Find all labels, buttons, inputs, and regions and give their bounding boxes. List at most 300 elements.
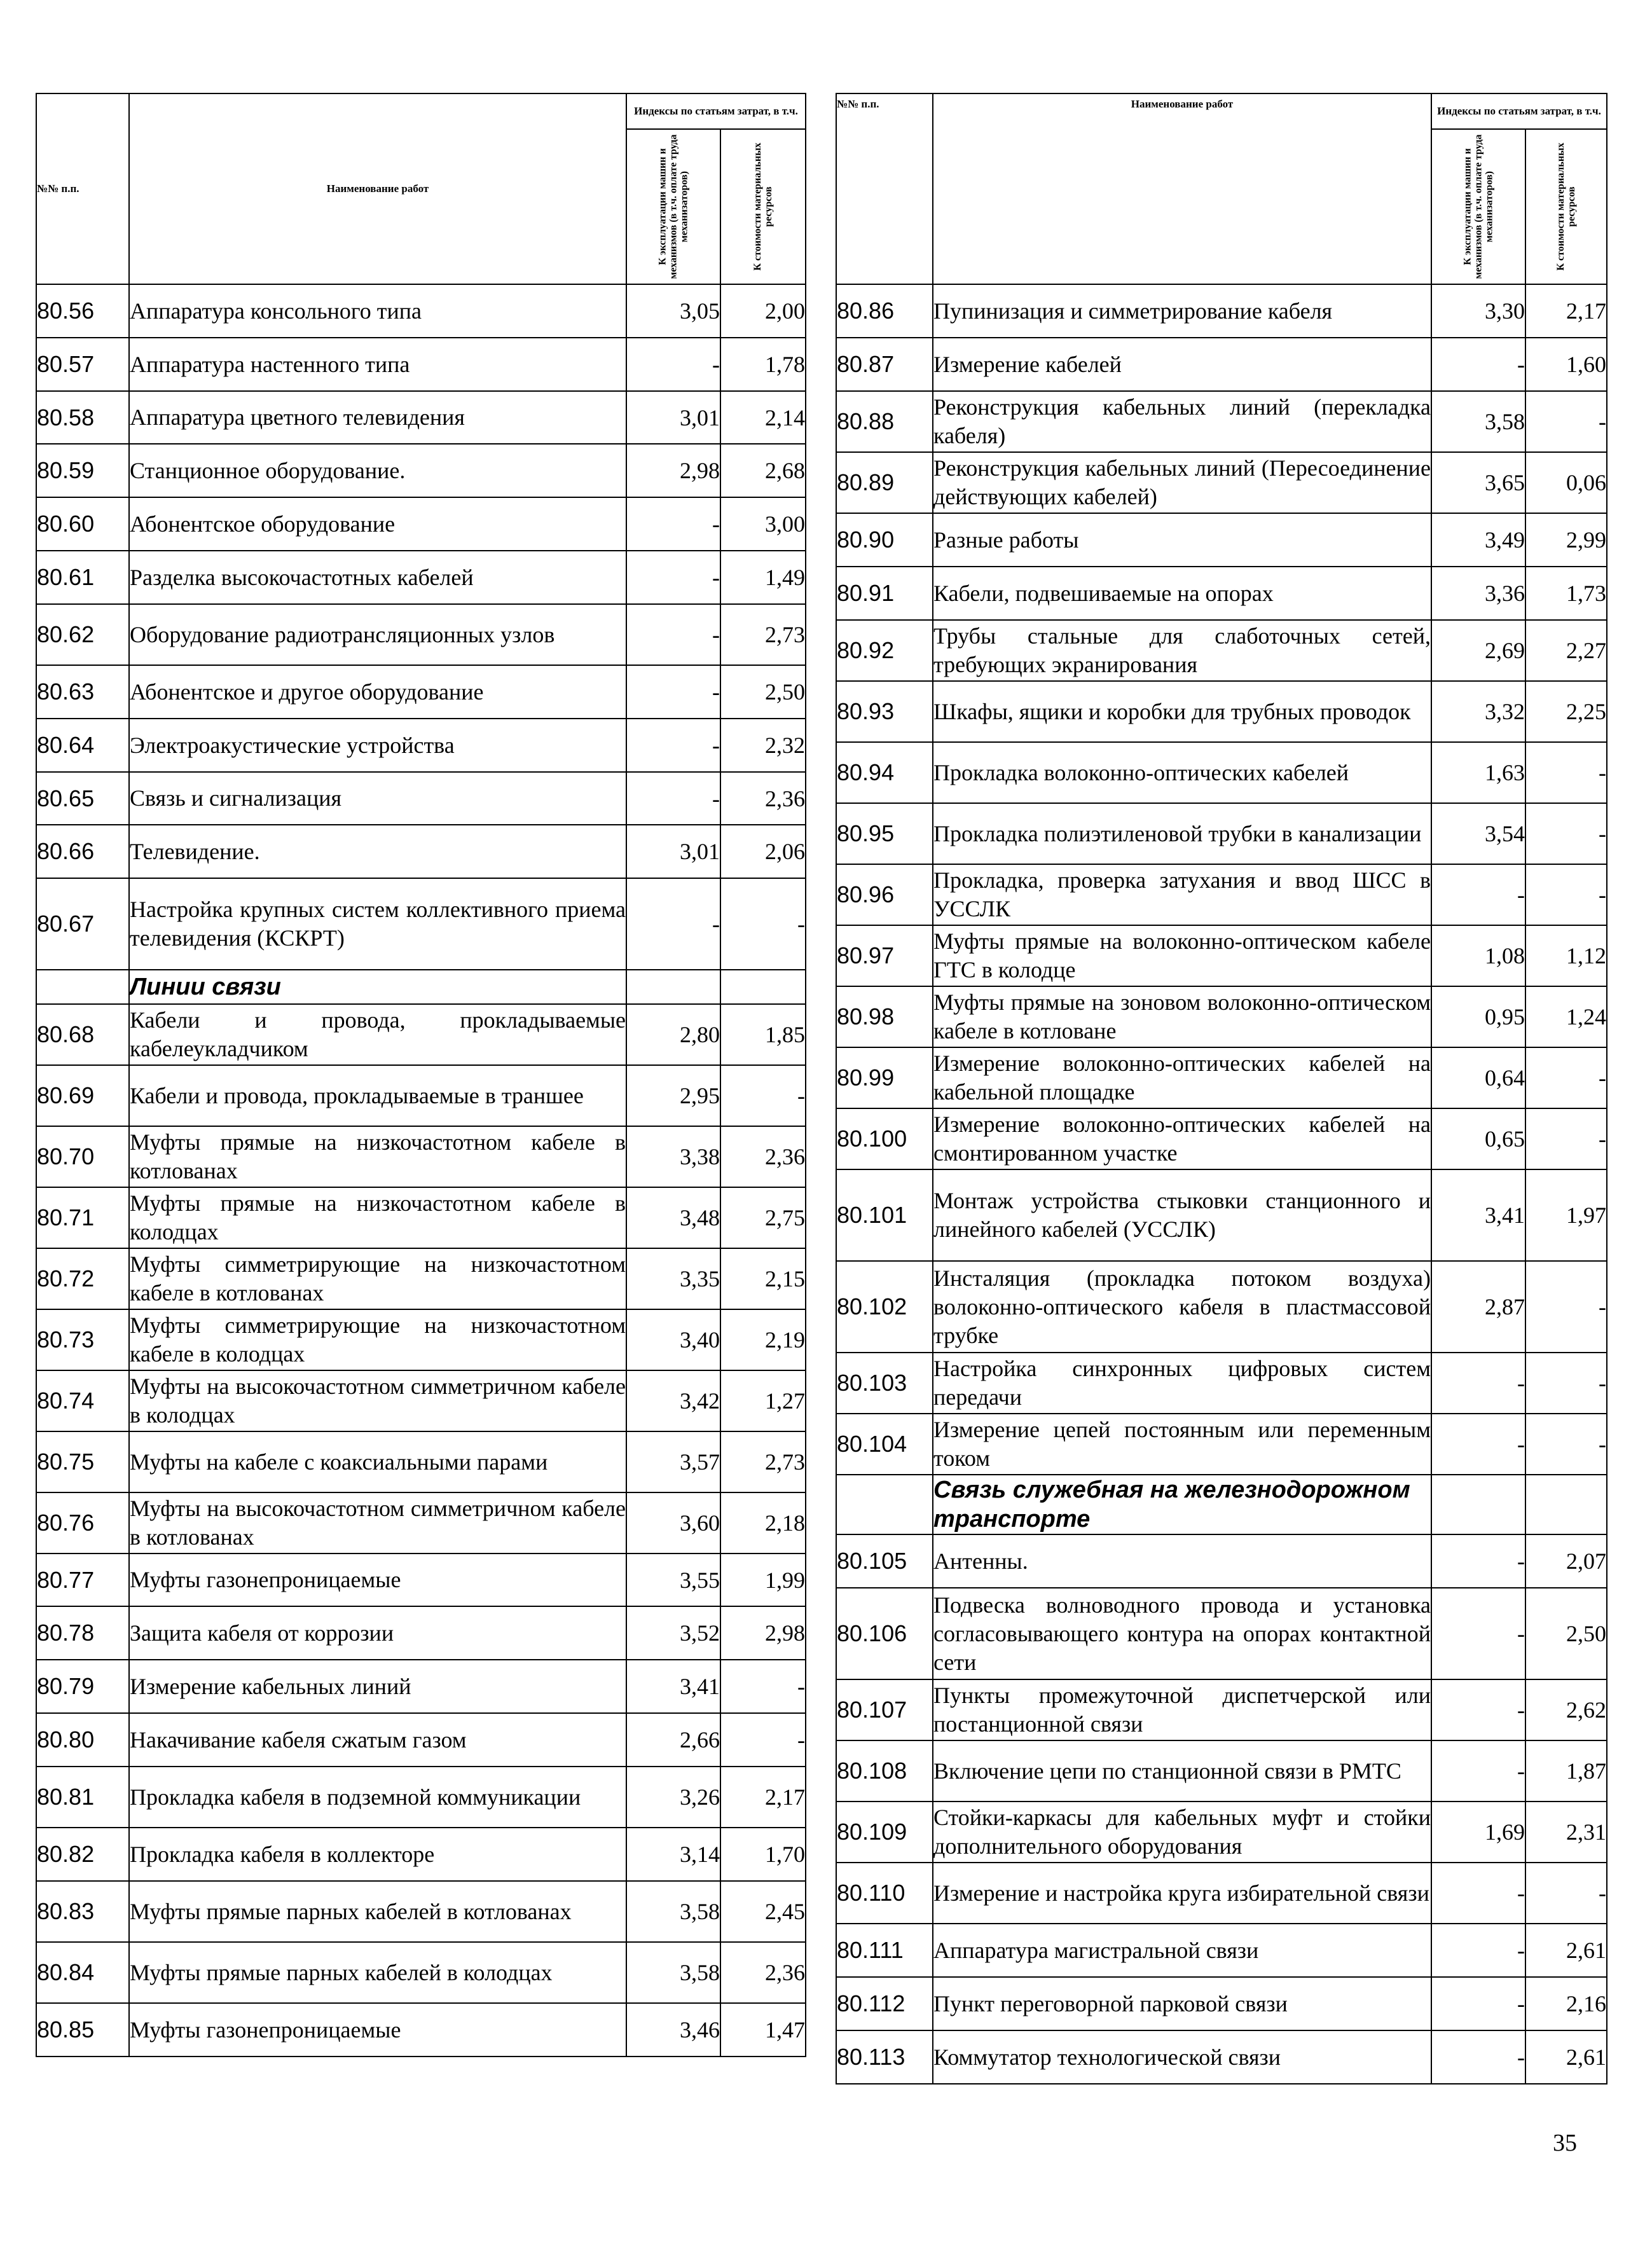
work-name: Трубы стальные для слаботочных сетей, требующих экранирования — [933, 620, 1431, 681]
empty-cell — [1431, 1475, 1525, 1534]
work-name: Аппаратура настенного типа — [129, 338, 626, 391]
work-name: Измерение кабельных линий — [129, 1660, 626, 1713]
section-row — [836, 1475, 1607, 1534]
row-number: 80.113 — [836, 2030, 933, 2084]
table-row — [836, 1977, 1607, 2030]
table-row — [36, 338, 806, 391]
work-name: Пункты промежуточной диспетчерской или постанционной связи — [933, 1679, 1431, 1740]
index-machines: - — [1431, 1588, 1525, 1679]
row-number: 80.60 — [36, 497, 129, 551]
index-materials: 2,73 — [720, 1431, 806, 1492]
index-materials: - — [1525, 803, 1607, 864]
work-name: Настройка крупных систем коллективного приема телевидения (КСКРТ) — [129, 878, 626, 970]
index-machines: 3,58 — [626, 1942, 720, 2003]
table-row — [36, 1606, 806, 1660]
work-name: Монтаж устройства стыковки станционного и линейного кабелей (УССЛК) — [933, 1169, 1431, 1261]
row-number: 80.93 — [836, 681, 933, 742]
work-name: Муфты симметрирующие на низкочастотном кабеле в колодцах — [129, 1309, 626, 1370]
work-name: Абонентское оборудование — [129, 497, 626, 551]
table-row — [36, 1065, 806, 1126]
table-row — [36, 284, 806, 338]
index-materials: 2,14 — [720, 391, 806, 444]
left-table — [36, 93, 806, 2057]
row-number: 80.59 — [36, 444, 129, 497]
index-machines: 2,66 — [626, 1713, 720, 1767]
index-materials: - — [1525, 391, 1607, 452]
work-name: Муфты газонепроницаемые — [129, 1554, 626, 1606]
work-name: Измерение волоконно-оптических кабелей на смонтированном участке — [933, 1108, 1431, 1169]
row-number: 80.81 — [36, 1767, 129, 1828]
index-machines: - — [1431, 338, 1525, 391]
work-name: Муфты прямые на низкочастотном кабеле в котлованах — [129, 1126, 626, 1187]
work-name: Оборудование радиотрансляционных узлов — [129, 604, 626, 665]
index-machines: 3,60 — [626, 1492, 720, 1554]
right-table — [836, 93, 1607, 2084]
row-number: 80.67 — [36, 878, 129, 970]
index-materials: 2,17 — [720, 1767, 806, 1828]
work-name: Прокладка, проверка затухания и ввод ШСС в УССЛК — [933, 864, 1431, 925]
table-row — [36, 1492, 806, 1554]
table-row — [836, 284, 1607, 338]
table-row — [836, 1740, 1607, 1802]
index-machines: 0,65 — [1431, 1108, 1525, 1169]
table-row — [36, 1713, 806, 1767]
index-machines: - — [1431, 2030, 1525, 2084]
row-number: 80.111 — [836, 1924, 933, 1977]
index-machines: 3,01 — [626, 391, 720, 444]
work-name: Аппаратура консольного типа — [129, 284, 626, 338]
table-row — [836, 986, 1607, 1047]
table-row — [836, 620, 1607, 681]
header-materials: К стоимости материальных ресурсов — [720, 129, 806, 284]
row-number: 80.106 — [836, 1588, 933, 1679]
index-machines: - — [626, 338, 720, 391]
work-name: Кабели и провода, прокладываемые в траншее — [129, 1065, 626, 1126]
index-materials: 3,00 — [720, 497, 806, 551]
work-name: Муфты прямые на волоконно-оптическом кабеле ГТС в колодце — [933, 925, 1431, 986]
index-machines: 2,87 — [1431, 1261, 1525, 1353]
work-name: Реконструкция кабельных линий (Пересоединение действующих кабелей) — [933, 452, 1431, 513]
index-materials: 2,07 — [1525, 1534, 1607, 1588]
row-number: 80.94 — [836, 742, 933, 803]
work-name: Муфты симметрирующие на низкочастотном кабеле в котлованах — [129, 1248, 626, 1309]
empty-cell — [720, 970, 806, 1004]
table-row — [36, 719, 806, 772]
table-row — [836, 1863, 1607, 1924]
index-materials: 2,36 — [720, 772, 806, 825]
index-machines: 3,58 — [1431, 391, 1525, 452]
index-machines: - — [1431, 1679, 1525, 1740]
table-row — [36, 1248, 806, 1309]
index-machines: 2,69 — [1431, 620, 1525, 681]
section-num-cell — [836, 1475, 933, 1534]
work-name: Прокладка полиэтиленовой трубки в канализации — [933, 803, 1431, 864]
work-name: Антенны. — [933, 1534, 1431, 1588]
index-machines: 2,95 — [626, 1065, 720, 1126]
work-name: Накачивание кабеля сжатым газом — [129, 1713, 626, 1767]
index-machines: - — [1431, 1977, 1525, 2030]
index-materials: 1,73 — [1525, 567, 1607, 620]
index-machines: 3,54 — [1431, 803, 1525, 864]
row-number: 80.73 — [36, 1309, 129, 1370]
index-machines: - — [626, 665, 720, 719]
table-row — [836, 803, 1607, 864]
work-name: Прокладка кабеля в коллекторе — [129, 1828, 626, 1881]
table-row — [36, 1431, 806, 1492]
work-name: Муфты прямые на зоновом волоконно-оптическом кабеле в котловане — [933, 986, 1431, 1047]
work-name: Электроакустические устройства — [129, 719, 626, 772]
index-machines: 3,01 — [626, 825, 720, 878]
table-row — [36, 391, 806, 444]
row-number: 80.78 — [36, 1606, 129, 1660]
work-name: Измерение и настройка круга избирательной связи — [933, 1863, 1431, 1924]
row-number: 80.69 — [36, 1065, 129, 1126]
table-row — [36, 1881, 806, 1942]
index-materials: 2,98 — [720, 1606, 806, 1660]
index-machines: - — [1431, 1740, 1525, 1802]
work-name: Шкафы, ящики и коробки для трубных проводок — [933, 681, 1431, 742]
table-row — [36, 1309, 806, 1370]
index-materials: - — [1525, 1353, 1607, 1414]
work-name: Связь и сигнализация — [129, 772, 626, 825]
table-row — [836, 1047, 1607, 1108]
index-materials: 1,47 — [720, 2003, 806, 2057]
row-number: 80.64 — [36, 719, 129, 772]
work-name: Кабели, подвешиваемые на опорах — [933, 567, 1431, 620]
index-machines: 3,49 — [1431, 513, 1525, 567]
index-machines: - — [1431, 1534, 1525, 1588]
row-number: 80.86 — [836, 284, 933, 338]
index-materials: 2,36 — [720, 1126, 806, 1187]
table-row — [36, 1126, 806, 1187]
table-row — [36, 1004, 806, 1065]
index-machines: 3,36 — [1431, 567, 1525, 620]
index-machines: 3,30 — [1431, 284, 1525, 338]
index-materials: 1,24 — [1525, 986, 1607, 1047]
row-number: 80.65 — [36, 772, 129, 825]
row-number: 80.82 — [36, 1828, 129, 1881]
table-row — [836, 513, 1607, 567]
index-materials: - — [720, 1065, 806, 1126]
table-row — [836, 567, 1607, 620]
table-row — [36, 878, 806, 970]
index-materials: 2,19 — [720, 1309, 806, 1370]
row-number: 80.96 — [836, 864, 933, 925]
table-row — [36, 1554, 806, 1606]
index-materials: 2,68 — [720, 444, 806, 497]
work-name: Аппаратура цветного телевидения — [129, 391, 626, 444]
row-number: 80.98 — [836, 986, 933, 1047]
index-machines: - — [626, 497, 720, 551]
header-index-group: Индексы по статьям затрат, в т.ч. — [626, 93, 806, 129]
index-materials: - — [720, 1660, 806, 1713]
index-materials: 2,31 — [1525, 1802, 1607, 1863]
index-materials: 1,99 — [720, 1554, 806, 1606]
table-row — [36, 1187, 806, 1248]
index-machines: - — [1431, 1924, 1525, 1977]
work-name: Муфты на кабеле с коаксиальными парами — [129, 1431, 626, 1492]
work-name: Измерение волоконно-оптических кабелей на кабельной площадке — [933, 1047, 1431, 1108]
index-materials: 2,32 — [720, 719, 806, 772]
row-number: 80.104 — [836, 1414, 933, 1475]
index-machines: 3,41 — [626, 1660, 720, 1713]
table-row — [36, 497, 806, 551]
table-row — [836, 2030, 1607, 2084]
table-row — [836, 1261, 1607, 1353]
index-materials: 2,17 — [1525, 284, 1607, 338]
table-row — [36, 1942, 806, 2003]
header-machines: К эксплуатации машин и механизмов (в т.ч. оплате труда механизаторов) — [1431, 129, 1525, 284]
index-materials: 2,18 — [720, 1492, 806, 1554]
work-name: Аппаратура магистральной связи — [933, 1924, 1431, 1977]
work-name: Пункт переговорной парковой связи — [933, 1977, 1431, 2030]
table-row — [836, 1353, 1607, 1414]
table-row — [836, 452, 1607, 513]
table-row — [836, 681, 1607, 742]
row-number: 80.103 — [836, 1353, 933, 1414]
index-materials: 2,00 — [720, 284, 806, 338]
table-row — [36, 665, 806, 719]
table-row — [836, 1169, 1607, 1261]
row-number: 80.71 — [36, 1187, 129, 1248]
empty-cell — [1525, 1475, 1607, 1534]
index-materials: - — [1525, 1414, 1607, 1475]
work-name: Муфты на высокочастотном симметричном кабеле в колодцах — [129, 1370, 626, 1431]
index-machines: 3,32 — [1431, 681, 1525, 742]
table-row — [36, 1370, 806, 1431]
index-machines: 3,58 — [626, 1881, 720, 1942]
work-name: Муфты на высокочастотном симметричном кабеле в котлованах — [129, 1492, 626, 1554]
work-name: Телевидение. — [129, 825, 626, 878]
work-name: Стойки-каркасы для кабельных муфт и стойки дополнительного оборудования — [933, 1802, 1431, 1863]
index-materials: - — [1525, 742, 1607, 803]
section-num-cell — [36, 970, 129, 1004]
row-number: 80.74 — [36, 1370, 129, 1431]
work-name: Разделка высокочастотных кабелей — [129, 551, 626, 604]
header-num: №№ п.п. — [36, 93, 129, 284]
index-materials: 1,12 — [1525, 925, 1607, 986]
table-row — [36, 772, 806, 825]
index-machines: 2,98 — [626, 444, 720, 497]
index-machines: - — [626, 719, 720, 772]
work-name: Реконструкция кабельных линий (перекладка кабеля) — [933, 391, 1431, 452]
row-number: 80.61 — [36, 551, 129, 604]
work-name: Станционное оборудование. — [129, 444, 626, 497]
header-machines: К эксплуатации машин и механизмов (в т.ч. оплате труда механизаторов) — [626, 129, 720, 284]
index-machines: 1,08 — [1431, 925, 1525, 986]
table-row — [836, 338, 1607, 391]
index-materials: 2,16 — [1525, 1977, 1607, 2030]
index-materials: 2,25 — [1525, 681, 1607, 742]
table-row — [36, 1767, 806, 1828]
index-materials: 2,73 — [720, 604, 806, 665]
index-materials: 1,97 — [1525, 1169, 1607, 1261]
work-name: Защита кабеля от коррозии — [129, 1606, 626, 1660]
work-name: Муфты прямые парных кабелей в котлованах — [129, 1881, 626, 1942]
row-number: 80.56 — [36, 284, 129, 338]
index-materials: 2,75 — [720, 1187, 806, 1248]
row-number: 80.91 — [836, 567, 933, 620]
table-row — [836, 864, 1607, 925]
row-number: 80.109 — [836, 1802, 933, 1863]
index-materials: 2,62 — [1525, 1679, 1607, 1740]
index-materials: - — [720, 878, 806, 970]
table-row — [36, 825, 806, 878]
index-materials: - — [720, 1713, 806, 1767]
index-materials: 2,99 — [1525, 513, 1607, 567]
table-row — [836, 391, 1607, 452]
row-number: 80.58 — [36, 391, 129, 444]
index-materials: 2,36 — [720, 1942, 806, 2003]
index-machines: - — [626, 772, 720, 825]
empty-cell — [626, 970, 720, 1004]
table-row — [836, 742, 1607, 803]
row-number: 80.87 — [836, 338, 933, 391]
work-name: Абонентское и другое оборудование — [129, 665, 626, 719]
row-number: 80.105 — [836, 1534, 933, 1588]
index-machines: 3,42 — [626, 1370, 720, 1431]
header-name: Наименование работ — [129, 93, 626, 284]
row-number: 80.97 — [836, 925, 933, 986]
index-materials: - — [1525, 1261, 1607, 1353]
index-materials: 2,61 — [1525, 2030, 1607, 2084]
index-machines: - — [1431, 864, 1525, 925]
page-number: 35 — [1553, 2130, 1577, 2156]
index-materials: - — [1525, 1108, 1607, 1169]
row-number: 80.107 — [836, 1679, 933, 1740]
work-name: Инсталяция (прокладка потоком воздуха) волоконно-оптического кабеля в пластмассовой трубке — [933, 1261, 1431, 1353]
index-machines: 3,26 — [626, 1767, 720, 1828]
row-number: 80.62 — [36, 604, 129, 665]
index-materials: 2,50 — [720, 665, 806, 719]
work-name: Кабели и провода, прокладываемые кабелеукладчиком — [129, 1004, 626, 1065]
index-materials: 2,61 — [1525, 1924, 1607, 1977]
index-machines: 3,65 — [1431, 452, 1525, 513]
table-row — [836, 1679, 1607, 1740]
work-name: Муфты прямые парных кабелей в колодцах — [129, 1942, 626, 2003]
row-number: 80.66 — [36, 825, 129, 878]
row-number: 80.84 — [36, 1942, 129, 2003]
work-name: Муфты прямые на низкочастотном кабеле в колодцах — [129, 1187, 626, 1248]
index-materials: 1,78 — [720, 338, 806, 391]
index-machines: 3,35 — [626, 1248, 720, 1309]
index-machines: 3,14 — [626, 1828, 720, 1881]
work-name: Подвеска волноводного провода и установка согласовывающего контура на опорах контактной сети — [933, 1588, 1431, 1679]
index-materials: 2,15 — [720, 1248, 806, 1309]
table-row — [836, 1108, 1607, 1169]
row-number: 80.79 — [36, 1660, 129, 1713]
index-materials: 2,45 — [720, 1881, 806, 1942]
row-number: 80.89 — [836, 452, 933, 513]
index-materials: 1,70 — [720, 1828, 806, 1881]
index-machines: 3,38 — [626, 1126, 720, 1187]
index-materials: 1,27 — [720, 1370, 806, 1431]
row-number: 80.68 — [36, 1004, 129, 1065]
work-name: Пупинизация и симметрирование кабеля — [933, 284, 1431, 338]
table-row — [836, 1924, 1607, 1977]
index-materials: 1,60 — [1525, 338, 1607, 391]
index-machines: 3,55 — [626, 1554, 720, 1606]
index-machines: - — [1431, 1353, 1525, 1414]
header-num: №№ п.п. — [836, 93, 933, 284]
index-machines: 3,46 — [626, 2003, 720, 2057]
row-number: 80.102 — [836, 1261, 933, 1353]
row-number: 80.57 — [36, 338, 129, 391]
index-machines: 3,52 — [626, 1606, 720, 1660]
index-materials: 0,06 — [1525, 452, 1607, 513]
index-machines: 0,64 — [1431, 1047, 1525, 1108]
index-machines: - — [626, 551, 720, 604]
index-machines: - — [626, 604, 720, 665]
header-name: Наименование работ — [933, 93, 1431, 284]
section-row — [36, 970, 806, 1004]
row-number: 80.75 — [36, 1431, 129, 1492]
row-number: 80.77 — [36, 1554, 129, 1606]
index-materials: - — [1525, 1863, 1607, 1924]
table-row — [836, 1588, 1607, 1679]
work-name: Измерение цепей постоянным или переменным током — [933, 1414, 1431, 1475]
table-row — [836, 1534, 1607, 1588]
row-number: 80.99 — [836, 1047, 933, 1108]
section-title: Связь служебная на железнодорожном транспорте — [933, 1475, 1431, 1534]
index-machines: 0,95 — [1431, 986, 1525, 1047]
table-row — [36, 1828, 806, 1881]
index-materials: - — [1525, 864, 1607, 925]
row-number: 80.63 — [36, 665, 129, 719]
table-row — [36, 551, 806, 604]
work-name: Включение цепи по станционной связи в РМТС — [933, 1740, 1431, 1802]
row-number: 80.70 — [36, 1126, 129, 1187]
index-machines: 3,05 — [626, 284, 720, 338]
header-materials: К стоимости материальных ресурсов — [1525, 129, 1607, 284]
row-number: 80.92 — [836, 620, 933, 681]
row-number: 80.112 — [836, 1977, 933, 2030]
work-name: Муфты газонепроницаемые — [129, 2003, 626, 2057]
index-machines: 3,41 — [1431, 1169, 1525, 1261]
row-number: 80.95 — [836, 803, 933, 864]
index-machines: 3,40 — [626, 1309, 720, 1370]
section-title: Линии связи — [129, 970, 626, 1004]
row-number: 80.90 — [836, 513, 933, 567]
index-materials: 2,50 — [1525, 1588, 1607, 1679]
table-row — [836, 1802, 1607, 1863]
index-materials: 1,87 — [1525, 1740, 1607, 1802]
index-materials: - — [1525, 1047, 1607, 1108]
row-number: 80.72 — [36, 1248, 129, 1309]
index-materials: 1,85 — [720, 1004, 806, 1065]
index-materials: 2,06 — [720, 825, 806, 878]
row-number: 80.83 — [36, 1881, 129, 1942]
index-machines: 1,69 — [1431, 1802, 1525, 1863]
table-row — [36, 444, 806, 497]
table-row — [836, 1414, 1607, 1475]
table-row — [36, 604, 806, 665]
row-number: 80.80 — [36, 1713, 129, 1767]
work-name: Разные работы — [933, 513, 1431, 567]
work-name: Коммутатор технологической связи — [933, 2030, 1431, 2084]
table-row — [36, 2003, 806, 2057]
index-materials: 2,27 — [1525, 620, 1607, 681]
work-name: Настройка синхронных цифровых систем передачи — [933, 1353, 1431, 1414]
row-number: 80.101 — [836, 1169, 933, 1261]
row-number: 80.100 — [836, 1108, 933, 1169]
row-number: 80.110 — [836, 1863, 933, 1924]
work-name: Прокладка волоконно-оптических кабелей — [933, 742, 1431, 803]
table-row — [36, 1660, 806, 1713]
header-index-group: Индексы по статьям затрат, в т.ч. — [1431, 93, 1607, 129]
table-row — [836, 925, 1607, 986]
index-materials: 1,49 — [720, 551, 806, 604]
